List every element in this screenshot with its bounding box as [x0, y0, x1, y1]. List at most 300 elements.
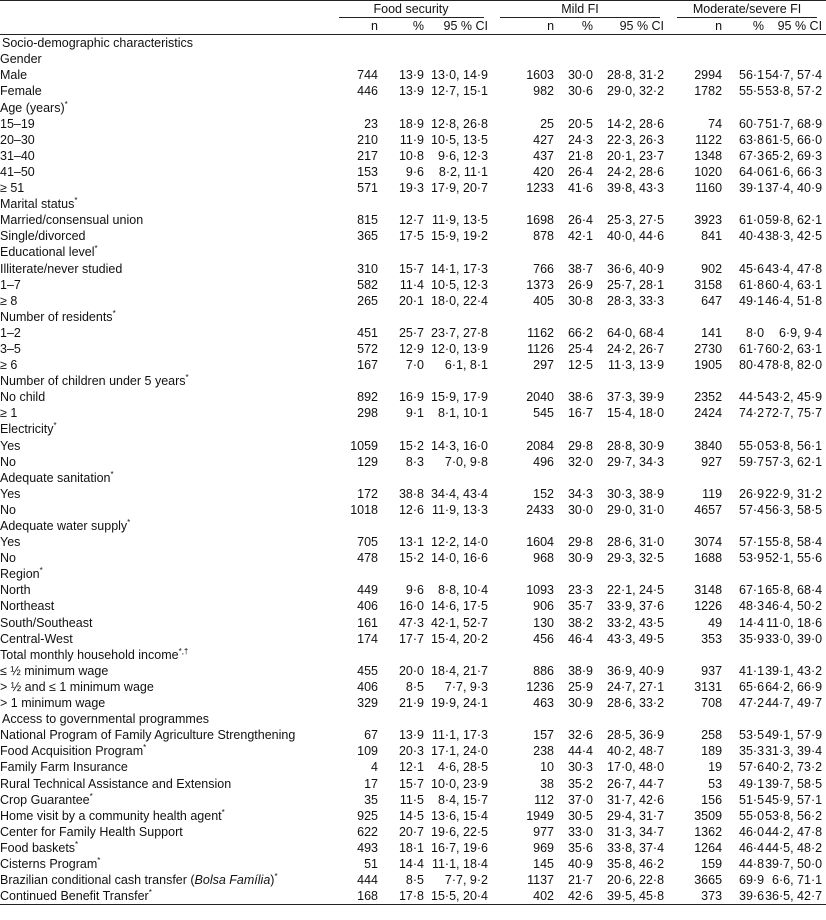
- cell-n: [330, 711, 378, 727]
- cell-pct: 17·5: [398, 229, 424, 244]
- cell-ci: 11·1, 17·3: [431, 728, 489, 743]
- cell-n: 297: [533, 358, 555, 373]
- footnote-marker: *: [94, 244, 98, 254]
- cell-pct: 57·4: [739, 502, 765, 517]
- cell-pct: 7·0: [405, 358, 424, 373]
- cell-ci: 10·5, 13·5: [431, 132, 489, 147]
- cell-n: 906: [533, 599, 555, 614]
- cell-ci: 35·8, 46·2: [607, 856, 665, 871]
- cell-ci: 10·0, 23·9: [431, 776, 489, 791]
- cell-pct: 30·9: [567, 696, 594, 711]
- cell-n: 4: [371, 760, 378, 775]
- cell-n: [668, 51, 722, 67]
- table-row: [0, 792, 826, 808]
- cell-pct: [722, 470, 764, 486]
- row-label-text: 1–7: [0, 277, 21, 292]
- cell-ci: 14·3, 16·0: [431, 438, 489, 453]
- variable-row: [0, 244, 826, 260]
- cell-ci: 8·8, 10·4: [437, 583, 489, 598]
- group-header-mild-fi: [492, 1, 668, 19]
- cell-ci: 29·4, 31·7: [607, 808, 665, 823]
- cell-n: 1236: [526, 679, 555, 694]
- cell-pct: 30·0: [567, 68, 594, 83]
- cell-n: 766: [533, 261, 555, 276]
- cell-ci: [424, 100, 492, 116]
- cell-n: 841: [701, 229, 723, 244]
- row-label-text: > 1 minimum wage: [0, 696, 106, 711]
- section-row: [0, 35, 826, 52]
- cell-pct: 35·6: [567, 840, 594, 855]
- cell-ci: 57·3, 62·1: [765, 454, 823, 469]
- cell-pct: 11·9: [399, 132, 424, 147]
- cell-pct: [722, 711, 764, 727]
- cell-pct: 38·8: [398, 486, 424, 501]
- cell-pct: 49·1: [739, 293, 765, 308]
- cell-ci: 29·7, 34·3: [607, 454, 665, 469]
- table-row: [0, 776, 826, 792]
- row-label-text: 41–50: [0, 164, 35, 179]
- cell-ci: 14·1, 17·3: [431, 261, 489, 276]
- row-label: [0, 824, 330, 840]
- row-label-text: ≥ 8: [0, 293, 18, 308]
- cell-n: 25: [540, 116, 555, 131]
- cell-ci: 15·9, 17·9: [431, 390, 489, 405]
- col-pct: %: [722, 18, 764, 35]
- cell-pct: 35·7: [567, 599, 594, 614]
- cell-ci: [424, 647, 492, 663]
- group-label: Food security: [339, 1, 484, 18]
- cell-n: [492, 196, 554, 212]
- cell-n: 496: [533, 454, 555, 469]
- cell-n: 3665: [694, 873, 723, 888]
- cell-n: [492, 244, 554, 260]
- cell-n: 38: [540, 776, 555, 791]
- cell-n: 406: [357, 679, 378, 694]
- table-row: [0, 550, 826, 566]
- cell-ci: 46·4, 50·2: [765, 599, 823, 614]
- cell-pct: 15·7: [398, 261, 424, 276]
- cell-pct: 32·6: [567, 728, 594, 743]
- table-row: [0, 83, 826, 99]
- row-label: [0, 808, 330, 824]
- cell-pct: [554, 51, 593, 67]
- cell-n: 571: [357, 181, 378, 196]
- cell-ci: 34·4, 43·4: [431, 486, 489, 501]
- cell-pct: [554, 711, 593, 727]
- cell-ci: [424, 421, 492, 437]
- cell-n: [492, 373, 554, 389]
- cell-ci: 20·6, 22·8: [607, 873, 665, 888]
- row-label: [0, 872, 330, 888]
- row-label-text: Center for Family Health Support: [0, 824, 183, 839]
- cell-ci: 11·9, 13·5: [431, 213, 489, 228]
- cell-ci: 33·9, 37·6: [607, 599, 665, 614]
- cell-ci: 33·0, 39·0: [765, 631, 823, 646]
- cell-n: 1162: [527, 325, 555, 340]
- cell-ci: 33·8, 37·4: [607, 840, 665, 855]
- table-row: [0, 888, 826, 905]
- cell-pct: 18·9: [398, 116, 424, 131]
- row-label-text: Marital status: [0, 197, 75, 212]
- cell-ci: 8·1, 10·1: [437, 406, 489, 421]
- cell-ci: 65·2, 69·3: [765, 148, 823, 163]
- cell-ci: [764, 51, 826, 67]
- cell-n: 3923: [694, 213, 723, 228]
- cell-ci: 53·8, 56·1: [765, 438, 823, 453]
- cell-pct: [554, 35, 593, 52]
- cell-n: 1020: [694, 164, 723, 179]
- row-label: [0, 373, 330, 389]
- cell-pct: 44·5: [739, 390, 765, 405]
- table-row: [0, 228, 826, 244]
- row-label-text: Northeast: [0, 599, 55, 614]
- row-label-text: South/Southeast: [0, 615, 93, 630]
- cell-pct: [554, 566, 593, 582]
- cell-pct: 16·7: [567, 406, 594, 421]
- cell-pct: 20·5: [567, 116, 594, 131]
- cell-pct: [722, 100, 764, 116]
- cell-ci: 53·8, 57·2: [765, 84, 823, 99]
- row-label: [0, 405, 330, 421]
- row-label: [0, 840, 330, 856]
- cell-n: 1348: [694, 148, 723, 163]
- cell-n: 298: [357, 406, 378, 421]
- cell-pct: 56·1: [739, 68, 765, 83]
- cell-ci: 11·0, 18·6: [766, 615, 823, 630]
- cell-ci: [424, 470, 492, 486]
- cell-n: 35: [364, 792, 378, 807]
- cell-n: 189: [701, 744, 723, 759]
- cell-ci: 29·0, 32·2: [607, 84, 665, 99]
- cell-ci: 36·5, 42·7: [764, 888, 826, 905]
- row-label: [0, 534, 330, 550]
- cell-n: [668, 566, 722, 582]
- cell-n: 109: [357, 744, 378, 759]
- row-label-text: Electricity: [0, 422, 54, 437]
- cell-pct: 80·4: [739, 358, 765, 373]
- variable-row: [0, 100, 826, 116]
- cell-pct: [554, 100, 593, 116]
- cell-pct: [554, 470, 593, 486]
- row-label: [0, 631, 330, 647]
- cell-pct: 8·3: [405, 454, 424, 469]
- cell-ci: [424, 566, 492, 582]
- table-row: [0, 486, 826, 502]
- subheader-row: [0, 18, 826, 35]
- cell-ci: 39·1, 43·2: [765, 663, 823, 678]
- group-header-row: [0, 1, 826, 19]
- row-label-text: Adequate water supply: [0, 519, 128, 533]
- cell-n: 329: [357, 696, 378, 711]
- cell-pct: 46·4: [739, 840, 765, 855]
- cell-pct: 26·9: [567, 277, 594, 292]
- cell-ci: [764, 196, 826, 212]
- cell-ci: 6·6, 71·1: [772, 873, 823, 888]
- cell-pct: [722, 51, 764, 67]
- table-row: [0, 615, 826, 631]
- footnote-marker: *: [143, 743, 147, 753]
- variable-row: [0, 470, 826, 486]
- cell-pct: [722, 244, 764, 260]
- cell-n: 1093: [526, 583, 555, 598]
- cell-ci: 8·2, 11·1: [438, 164, 489, 179]
- row-label: [0, 470, 330, 486]
- row-label: [0, 261, 330, 277]
- cell-ci: 11·1, 18·4: [431, 856, 489, 871]
- cell-pct: 30·8: [567, 293, 594, 308]
- cell-n: 437: [533, 148, 555, 163]
- section-row: [0, 711, 826, 727]
- table-row: [0, 164, 826, 180]
- cell-n: 153: [357, 164, 378, 179]
- cell-n: 1226: [694, 599, 723, 614]
- cell-n: 130: [533, 615, 555, 630]
- cell-n: 815: [357, 213, 378, 228]
- row-label: [0, 502, 330, 518]
- cell-ci: 39·7, 50·0: [765, 856, 823, 871]
- table-row: [0, 727, 826, 743]
- cell-pct: 26·4: [567, 164, 594, 179]
- cell-pct: [378, 244, 424, 260]
- cell-pct: 55·0: [739, 438, 765, 453]
- cell-ci: [593, 309, 668, 325]
- row-label-text: Continued Benefit Transfer: [0, 889, 149, 904]
- cell-n: [668, 100, 722, 116]
- footnote-marker: *: [75, 839, 79, 849]
- cell-n: 405: [533, 293, 555, 308]
- cell-ci: 28·6, 33·2: [607, 696, 665, 711]
- cell-ci: 17·9, 20·7: [431, 181, 489, 196]
- cell-ci: [764, 309, 826, 325]
- table-row: [0, 534, 826, 550]
- row-label: [0, 212, 330, 228]
- cell-pct: 57·6: [739, 760, 765, 775]
- row-label: [0, 51, 330, 67]
- row-label-text: Single/divorced: [0, 229, 86, 244]
- cell-pct: [722, 373, 764, 389]
- cell-ci: 9·6, 12·3: [437, 148, 489, 163]
- cell-pct: 67·3: [739, 148, 765, 163]
- cell-n: [330, 421, 378, 437]
- cell-pct: 10·8: [398, 148, 424, 163]
- cell-ci: 15·4, 20·2: [431, 631, 489, 646]
- group-label: Mild FI: [500, 1, 660, 18]
- cell-pct: 55·0: [739, 808, 765, 823]
- cell-n: 161: [357, 615, 378, 630]
- table-row: [0, 679, 826, 695]
- cell-pct: 11·4: [399, 277, 424, 292]
- table-row: [0, 132, 826, 148]
- cell-ci: 17·0, 48·0: [607, 760, 665, 775]
- cell-n: 1603: [526, 68, 555, 83]
- cell-ci: [424, 196, 492, 212]
- cell-ci: 53·8, 56·2: [765, 808, 823, 823]
- row-label-text: Yes: [0, 438, 21, 453]
- cell-ci: [593, 244, 668, 260]
- cell-ci: 25·7, 28·1: [607, 277, 665, 292]
- table-row: [0, 438, 826, 454]
- row-label-text: Total monthly household income: [0, 647, 179, 662]
- cell-ci: 36·6, 40·9: [607, 261, 665, 276]
- row-label: [0, 759, 330, 775]
- cell-pct: 30·6: [567, 84, 594, 99]
- group-header-food-security: [330, 1, 492, 19]
- cell-n: [668, 196, 722, 212]
- cell-n: 168: [330, 888, 378, 905]
- table-row: [0, 341, 826, 357]
- row-label: [0, 550, 330, 566]
- table-row: [0, 631, 826, 647]
- cell-n: 3131: [694, 679, 723, 694]
- row-label: [0, 679, 330, 695]
- cell-ci: 28·8, 30·9: [607, 438, 665, 453]
- cell-pct: [722, 196, 764, 212]
- row-label-text: Cisterns Program: [0, 856, 98, 871]
- row-label: [0, 743, 330, 759]
- row-label: [0, 792, 330, 808]
- cell-pct: [378, 470, 424, 486]
- cell-pct: [378, 309, 424, 325]
- cell-pct: 15·2: [398, 438, 424, 453]
- row-label: [0, 727, 330, 743]
- cell-ci: [424, 373, 492, 389]
- row-label: [0, 83, 330, 99]
- row-label-text: Number of residents: [0, 309, 113, 324]
- cell-pct: 21·7: [567, 873, 594, 888]
- row-label: [0, 100, 330, 116]
- footnote-marker: *: [39, 566, 43, 576]
- cell-pct: 20·1: [398, 293, 424, 308]
- cell-n: 310: [357, 261, 378, 276]
- table-row: [0, 67, 826, 83]
- cell-ci: 61·6, 66·3: [765, 164, 823, 179]
- cell-pct: 15·2: [398, 551, 424, 566]
- cell-n: [330, 373, 378, 389]
- cell-ci: 54·7, 57·4: [765, 68, 823, 83]
- cell-n: 119: [702, 486, 723, 501]
- cell-n: [668, 35, 722, 52]
- cell-pct: 55·5: [739, 84, 765, 99]
- cell-pct: 9·6: [405, 583, 424, 598]
- row-label-text: North: [0, 583, 31, 598]
- footnote-marker: *: [97, 855, 101, 865]
- cell-n: 402: [492, 888, 554, 905]
- cell-pct: 25·7: [398, 325, 424, 340]
- cell-ci: 64·0, 68·4: [607, 325, 665, 340]
- cell-ci: 16·7, 19·6: [431, 840, 489, 855]
- cell-ci: [593, 421, 668, 437]
- cell-ci: 12·2, 14·0: [431, 535, 489, 550]
- cell-n: [330, 470, 378, 486]
- cell-n: [668, 470, 722, 486]
- table-row: [0, 212, 826, 228]
- cell-n: 129: [357, 454, 378, 469]
- cell-ci: [424, 244, 492, 260]
- cell-pct: 12·5: [567, 358, 594, 373]
- cell-n: [668, 647, 722, 663]
- cell-pct: [378, 421, 424, 437]
- cell-ci: 60·2, 63·1: [765, 341, 823, 356]
- cell-ci: 4·6, 28·5: [437, 760, 489, 775]
- cell-ci: 65·8, 68·4: [765, 583, 823, 598]
- cell-n: [330, 100, 378, 116]
- cell-n: 3840: [694, 438, 723, 453]
- cell-n: 172: [357, 486, 378, 501]
- cell-pct: [378, 373, 424, 389]
- variable-row: [0, 373, 826, 389]
- table-row: [0, 695, 826, 711]
- cell-n: 159: [701, 856, 723, 871]
- cell-pct: 59·7: [739, 454, 765, 469]
- stub-header: [0, 1, 330, 19]
- row-label-text: Married/consensual union: [0, 213, 144, 228]
- cell-pct: 47·3: [398, 615, 424, 630]
- cell-n: 3509: [694, 808, 723, 823]
- cell-n: [330, 647, 378, 663]
- row-label: [0, 164, 330, 180]
- row-label-text: ≤ ½ minimum wage: [0, 663, 109, 678]
- row-label-text: Food baskets: [0, 840, 76, 855]
- row-label-text: Age (years): [0, 100, 65, 115]
- cell-n: 174: [357, 631, 378, 646]
- table-row: [0, 856, 826, 872]
- row-label-text: Yes: [0, 486, 21, 501]
- row-label-text: Brazilian conditional cash transfer (: [0, 873, 195, 888]
- cell-pct: [722, 35, 764, 52]
- row-label-text: Male: [0, 68, 28, 83]
- cell-n: 937: [701, 663, 723, 678]
- cell-ci: 40·0, 44·6: [607, 229, 665, 244]
- cell-n: [668, 309, 722, 325]
- cell-ci: 22·3, 26·3: [607, 132, 665, 147]
- cell-pct: 13·9: [398, 68, 424, 83]
- cell-pct: [378, 100, 424, 116]
- cell-pct: 30·0: [567, 502, 594, 517]
- cell-pct: 51·5: [739, 792, 765, 807]
- cell-ci: 40·2, 73·2: [765, 760, 823, 775]
- cell-pct: 63·8: [739, 132, 765, 147]
- row-label: [0, 309, 330, 325]
- cell-ci: [424, 711, 492, 727]
- cell-n: 2352: [694, 390, 723, 405]
- cell-pct: 35·2: [567, 776, 594, 791]
- cell-ci: 29·0, 31·0: [607, 502, 665, 517]
- cell-pct: 12·7: [398, 213, 424, 228]
- cell-ci: [764, 470, 826, 486]
- cell-pct: 11·5: [399, 792, 424, 807]
- variable-row: [0, 196, 826, 212]
- cell-ci: 39·8, 43·3: [607, 181, 665, 196]
- cell-n: [492, 470, 554, 486]
- cell-n: 23: [364, 116, 378, 131]
- footnote-marker: *: [64, 99, 68, 109]
- cell-ci: 7·7, 9·3: [444, 679, 489, 694]
- cell-n: [492, 421, 554, 437]
- cell-ci: 12·7, 15·1: [431, 84, 489, 99]
- row-label-text: Illiterate/never studied: [0, 261, 123, 276]
- cell-pct: 19·3: [398, 181, 424, 196]
- cell-ci: [424, 51, 492, 67]
- cell-ci: [593, 373, 668, 389]
- cell-n: 353: [701, 631, 723, 646]
- cell-n: 1233: [526, 181, 555, 196]
- cell-ci: [764, 711, 826, 727]
- cell-pct: 67·1: [739, 583, 765, 598]
- cell-n: 2424: [694, 406, 723, 421]
- row-label-text: 3–5: [0, 341, 21, 356]
- cell-ci: 22·1, 24·5: [607, 583, 665, 598]
- variable-row: [0, 309, 826, 325]
